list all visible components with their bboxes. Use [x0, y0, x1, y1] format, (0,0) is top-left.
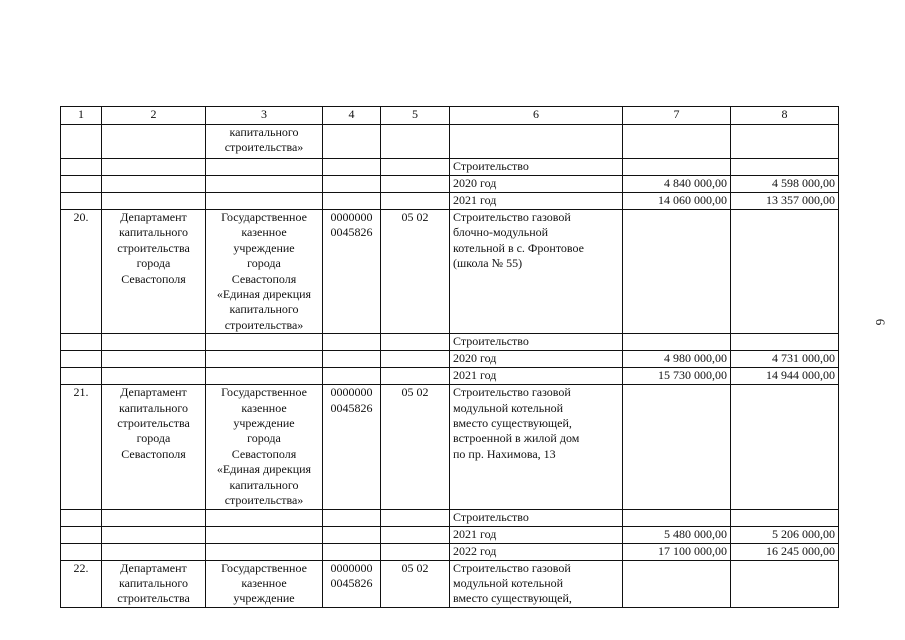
table-row: [61, 526, 839, 543]
table-row: [61, 210, 839, 334]
object-cell: Строительство: [450, 509, 623, 526]
row-number: 20.: [61, 210, 102, 334]
amount-cell: 5 480 000,00: [623, 526, 731, 543]
table-row: [61, 125, 839, 159]
object-cell: Строительство газовой модульной котельной вместо существующей,: [450, 560, 623, 607]
header-cell: 5: [381, 107, 450, 125]
row-number: 22.: [61, 560, 102, 607]
amount-cell: 4 980 000,00: [623, 351, 731, 368]
department-cell: Департамент капитального строительства города Севастополя: [102, 210, 206, 334]
header-cell: 4: [323, 107, 381, 125]
amount-cell: 17 100 000,00: [623, 543, 731, 560]
budget-table: [60, 106, 839, 608]
year-cell: 2020 год: [450, 351, 623, 368]
institution-cell: капитального строительства»: [206, 125, 323, 159]
object-cell: Строительство: [450, 334, 623, 351]
table-row: [61, 368, 839, 385]
amount-cell: 5 206 000,00: [731, 526, 839, 543]
year-cell: 2021 год: [450, 526, 623, 543]
code-cell: 0000000 0045826: [323, 560, 381, 607]
table-row: [61, 509, 839, 526]
institution-cell: Государственное казенное учреждение города Севастополя «Единая дирекция капитального строительства»: [206, 385, 323, 509]
section-cell: 05 02: [381, 560, 450, 607]
amount-cell: 16 245 000,00: [731, 543, 839, 560]
section-cell: 05 02: [381, 210, 450, 334]
table-row: [61, 193, 839, 210]
object-cell: Строительство газовой модульной котельной вместо существующей, встроенной в жилой дом по пр. Нахимова, 13: [450, 385, 623, 509]
header-cell: 2: [102, 107, 206, 125]
department-cell: Департамент капитального строительства: [102, 560, 206, 607]
amount-cell: 14 944 000,00: [731, 368, 839, 385]
department-cell: Департамент капитального строительства города Севастополя: [102, 385, 206, 509]
amount-cell: 4 731 000,00: [731, 351, 839, 368]
institution-cell: Государственное казенное учреждение: [206, 560, 323, 607]
year-cell: 2020 год: [450, 176, 623, 193]
table-row: [61, 334, 839, 351]
code-cell: 0000000 0045826: [323, 210, 381, 334]
row-number: 21.: [61, 385, 102, 509]
amount-cell: 14 060 000,00: [623, 193, 731, 210]
amount-cell: 13 357 000,00: [731, 193, 839, 210]
header-cell: 1: [61, 107, 102, 125]
institution-cell: Государственное казенное учреждение города Севастополя «Единая дирекция капитального строительства»: [206, 210, 323, 334]
table-row: [61, 385, 839, 509]
year-cell: 2021 год: [450, 193, 623, 210]
table-row: [61, 176, 839, 193]
amount-cell: 4 598 000,00: [731, 176, 839, 193]
year-cell: 2021 год: [450, 368, 623, 385]
table-row: [61, 351, 839, 368]
object-cell: Строительство: [450, 159, 623, 176]
header-cell: 7: [623, 107, 731, 125]
amount-cell: 15 730 000,00: [623, 368, 731, 385]
header-cell: 3: [206, 107, 323, 125]
object-cell: Строительство газовой блочно-модульной котельной в с. Фронтовое (школа № 55): [450, 210, 623, 334]
table-row: [61, 159, 839, 176]
header-cell: 6: [450, 107, 623, 125]
table-row: [61, 543, 839, 560]
section-cell: 05 02: [381, 385, 450, 509]
table-row: [61, 560, 839, 607]
header-cell: 8: [731, 107, 839, 125]
header-row: [61, 107, 839, 125]
year-cell: 2022 год: [450, 543, 623, 560]
amount-cell: 4 840 000,00: [623, 176, 731, 193]
code-cell: 0000000 0045826: [323, 385, 381, 509]
page-number: 6: [873, 318, 888, 326]
